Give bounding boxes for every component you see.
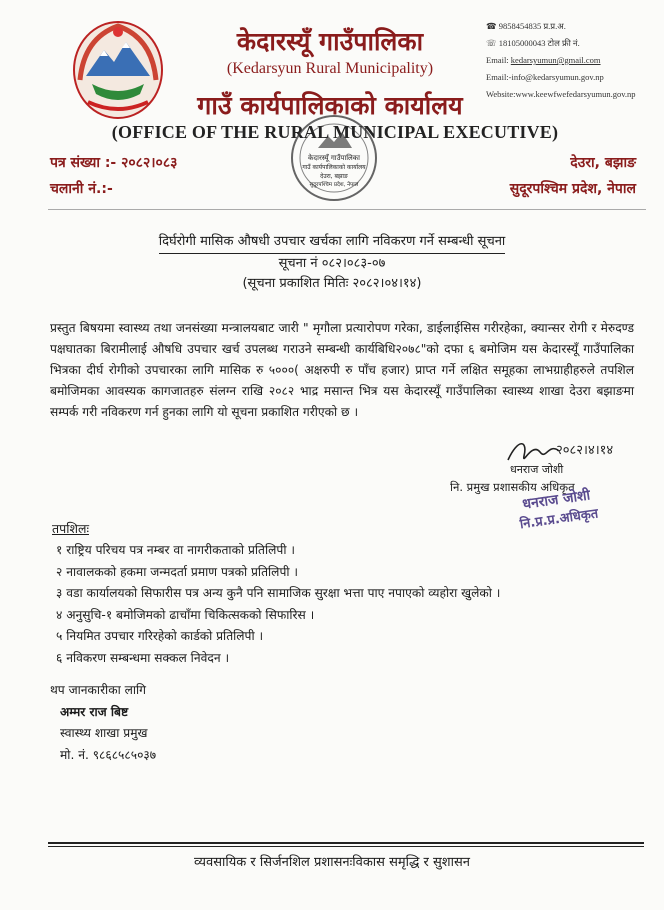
contact-info [486, 18, 662, 103]
list-item: ५ नियमित उपचार गरिरहेको कार्डको प्रतिलिपी । [56, 629, 264, 643]
info-email-line[interactable]: Email:-info@kedarsyumun.gov.np [486, 72, 604, 82]
required-documents-list [56, 540, 500, 669]
tollfree-line: ☏ 18105000043 टोल फ्री नं. [486, 38, 580, 48]
list-item: २ नावालकको हकमा जन्मदर्ता प्रमाण पत्रको प्रतिलिपी । [56, 564, 299, 579]
footer-divider [48, 842, 644, 844]
contact-name: अम्मर राज बिष्ट [60, 704, 129, 719]
list-item: ३ वडा कार्यालयको सिफारीस पत्र अन्य कुनै पनि सामाजिक सुरक्षा भत्ता पाए नपाएको व्यहोरा खुलेको । [56, 586, 501, 600]
signatory-stamp: धनराज जोशी नि.प्र.प्र.अधिकृत [518, 487, 600, 533]
province: सुदूरपश्चिम प्रदेश, नेपाल [509, 181, 636, 197]
office-stamp [288, 112, 380, 204]
reference-numbers [50, 150, 177, 202]
footer-divider-thin [48, 846, 644, 847]
email-line: Email: kedarsyumun@gmail.com [486, 55, 601, 65]
svg-text:केदारस्यूँ गाउँपालिका: केदारस्यूँ गाउँपालिका [308, 154, 360, 162]
svg-text:देउरा, बझाङ: देउरा, बझाङ [320, 173, 348, 180]
address-block [510, 150, 636, 202]
location: देउरा, बझाङ [570, 155, 636, 171]
svg-text:गाउँ कार्यपालिकाको कार्यालय: गाउँ कार्यपालिकाको कार्यालय [302, 164, 366, 171]
dispatch-number: चलानी नं.:- [50, 181, 113, 197]
notice-number: सूचना नं ०८२।०८३-०७ [278, 256, 386, 271]
footer-slogan: व्यवसायिक र सिर्जनशिल प्रशासनःविकास समृद्धि र सुशासन [193, 855, 470, 870]
notice-body: प्रस्तुत बिषयमा स्वास्थ्य तथा जनसंख्या मन्त्रालयबाट जारी " मृगौला प्रत्यारोपण गरेका, डाईलाईसिस गरीरहेका, क्यान्सर रोगी र मेरुदण्ड पक्षघातका बिरामीलाई औषधि उपचार खर्च उपलब्ध गराउने सम्बन्धी कार्यबिधि२०७८"को दफा ६ बमोजिम यस केदारस्यूँ गाउँपालिका भित्रका दीर्घ रोगीको उपचारका लागि मासिक रु ५०००( अक्षरुपी रु पाँच हजार) प्राप्त गर्ने लक्षित समूहका लाभग्राहीहरुले तपशिल बमोजिमका आवस्यक कागजातहरु संलग्न राखि २०८२ भाद्र मसान्त भित्र यस केदारस्यूँ गाउँपालिका स्वास्थ्य शाखा देउरा बझाङमा सम्पर्क गरी नविकरण गर्न हुनका लागि यो सूचना प्रकाशित गरीएको छ । [50, 321, 634, 419]
office-name-english: (OFFICE OF THE RURAL MUNICIPAL EXECUTIVE) [111, 122, 559, 142]
subject-title: दिर्घरोगी मासिक औषधी उपचार खर्चका लागि नविकरण गर्ने सम्बन्धी सूचना [159, 232, 506, 254]
svg-text:सुदूरपश्चिम प्रदेश, नेपाल: सुदूरपश्चिम प्रदेश, नेपाल [309, 182, 359, 188]
list-item: ४ अनुसुचि-१ बमोजिमको ढाचाँमा चिकित्सकको सिफारिस । [56, 607, 315, 622]
letter-number: पत्र संख्या :- २०८२।०८३ [50, 155, 178, 171]
list-item: ६ नविकरण सम्बन्धमा सक्कल निवेदन । [56, 650, 230, 665]
municipality-name-nepali: केदारस्यूँ गाउँपालिका [236, 27, 424, 56]
contact-intro: थप जानकारीका लागि [50, 683, 147, 697]
svg-text:२०८२।४।१४: २०८२।४।१४ [556, 443, 614, 458]
email-link[interactable]: kedarsyumun@gmail.com [510, 55, 601, 65]
website-line[interactable]: Website:www.keewfwefedarsyumun.gov.np [486, 89, 636, 99]
signatory-title: नि. प्रमुख प्रशासकीय अधिकृत [450, 480, 575, 494]
contact-role: स्वास्थ्य शाखा प्रमुख [60, 726, 148, 740]
notice-subject [0, 232, 664, 294]
further-info-contact [50, 680, 156, 766]
telephone-icon: ☏ [486, 38, 499, 48]
details-heading: तपशिलः [52, 521, 89, 536]
contact-phone: मो. नं. ९८६८५८५०३७ [60, 747, 157, 762]
office-name-nepali: गाउँ कार्यपालिकाको कार्यालय [197, 91, 463, 120]
publish-date: (सूचना प्रकाशित मितिः २०८२।०४।१४) [242, 276, 422, 291]
list-item: १ राष्ट्रिय परिचय पत्र नम्बर वा नागरीकताको प्रतिलिपी । [56, 543, 295, 557]
signatory-name: धनराज जोशी [510, 463, 564, 476]
phone-icon: ☎ [486, 21, 499, 31]
phone-line: ☎ 9858454835 प्र.प्र.अ. [486, 21, 566, 31]
header-divider [48, 209, 646, 210]
municipality-name-english: (Kedarsyun Rural Municipality) [226, 60, 434, 77]
